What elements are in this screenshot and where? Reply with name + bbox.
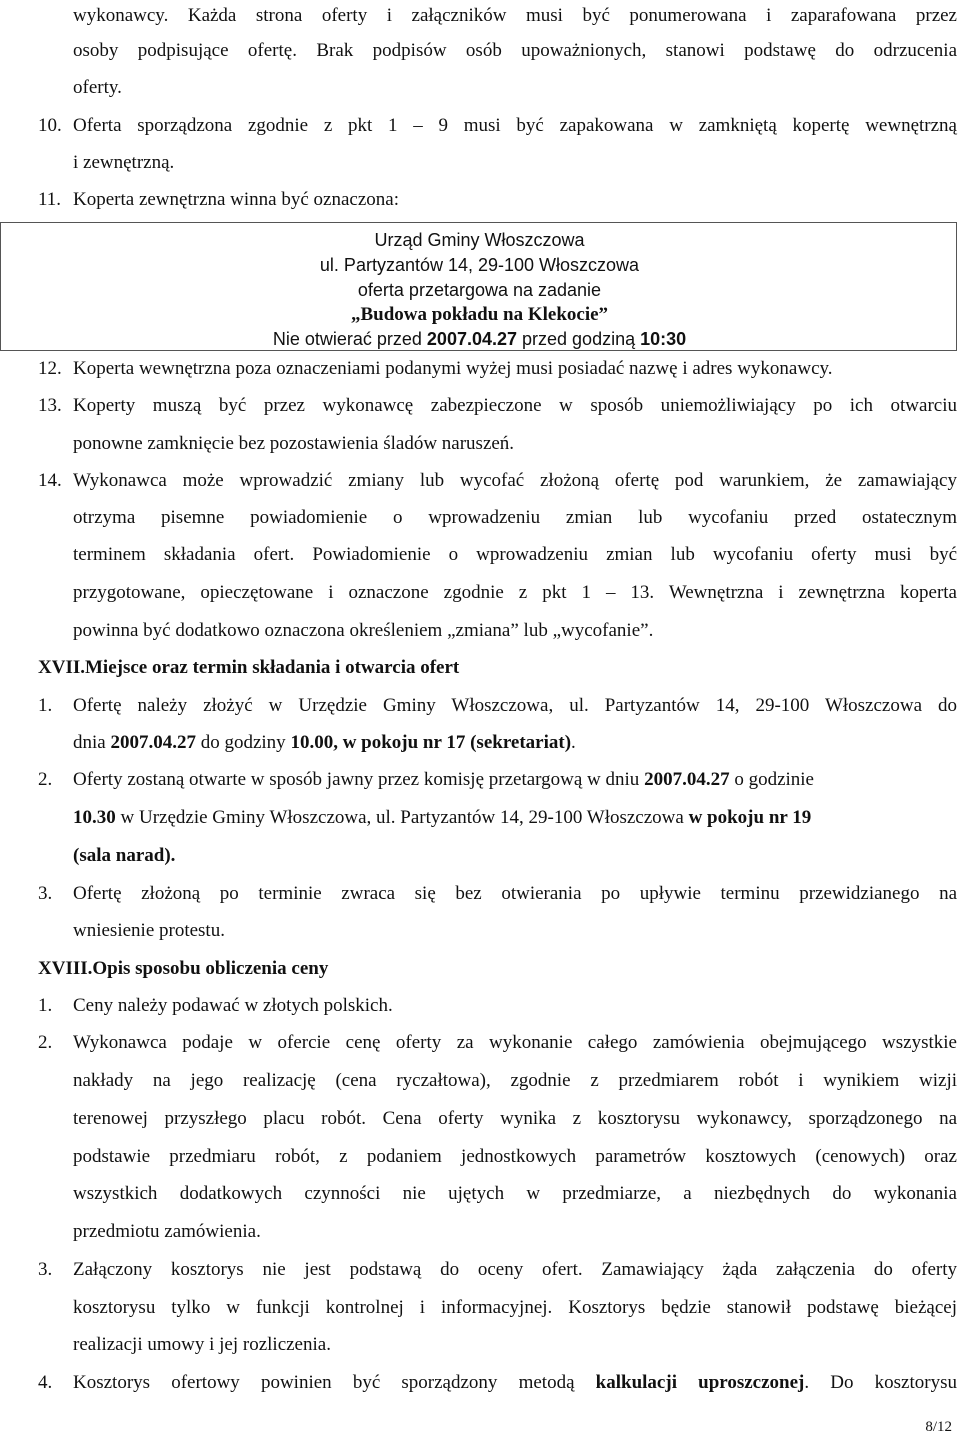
before-hour-text: przed godziną [517,329,641,349]
item-number: 10. [38,115,62,136]
page-number: 8/12 [925,1419,952,1435]
kosztorys-continued: . Do kosztorysu [804,1372,957,1393]
xviii-4-line-1 [73,1371,957,1395]
intro-line-1: wykonawcy. Każda strona oferty i załączników musi być ponumerowana i zaparafowana przez [73,5,957,26]
xviii-2-line-3: terenowej przyszłego placu robót. Cena oferty wynika z kosztorysu wykonawcy, sporządzonego na [73,1108,957,1129]
section-xvii-heading: XVII.Miejsce oraz termin składania i otwarcia ofert [38,657,460,678]
opening-hour: 10.30 [73,807,116,828]
item-number: 11. [38,189,62,210]
hour-prefix: do godziny [195,732,291,753]
xviii-3-line-1: Załączony kosztorys nie jest podstawą do oceny ofert. Zamawiający żąda załączenia do oferty [73,1259,957,1280]
xviii-1-line-1: Ceny należy podawać w złotych polskich. [73,995,393,1016]
item-14-line-1: Wykonawca może wprowadzić zmiany lub wycofać złożoną ofertę pod warunkiem, że zamawiający [73,470,957,491]
opening-place: w Urzędzie Gminy Włoszczowa, ul. Partyzantów 14, 29-100 Włoszczowa [115,807,689,828]
intro-line-2: osoby podpisujące ofertę. Brak podpisów osób upoważnionych, stanowi podstawę do odrzucenia [73,40,957,61]
deadline-hour-room: 10.00, w pokoju nr 17 (sekretariat) [290,732,572,753]
opening-text: Oferty zostaną otwarte w sposób jawny przez komisję przetargową w dniu [73,769,645,790]
item-number: 3. [38,883,53,904]
open-date: 2007.04.27 [426,329,518,349]
item-14-line-3: terminem składania ofert. Powiadomienie o wprowadzeniu zmian lub wycofaniu oferty musi być [73,544,957,565]
xviii-2-line-4: podstawie przedmiaru robót, z podaniem jednostkowych parametrów kosztowych (cenowych) oraz [73,1146,957,1167]
item-number: 4. [38,1372,53,1393]
section-xviii-heading: XVIII.Opis sposobu obliczenia ceny [38,958,329,979]
open-hour: 10:30 [640,329,687,349]
xvii-2-line-1 [73,768,814,792]
opening-room: w pokoju nr 19 [688,807,812,828]
intro-line-3: oferty. [73,77,122,98]
xvii-1-line-2 [73,731,576,755]
item-number: 1. [38,695,53,716]
envelope-label-box [0,222,957,351]
xviii-3-line-3: realizacji umowy i jej rozliczenia. [73,1334,331,1355]
xviii-3-line-2: kosztorysu tylko w funkcji kontrolnej i informacyjnej. Kosztorys będzie stanowił podstawę bieżącej [73,1297,957,1318]
xvii-2-line-2 [73,806,811,830]
xvii-2-line-3: (sala narad). [73,845,176,866]
item-number: 14. [38,470,62,491]
xvii-3-line-1: Ofertę złożoną po terminie zwraca się bez otwierania po upływie terminu przewidzianego na [73,883,957,904]
item-number: 2. [38,769,53,790]
period: . [571,732,576,753]
date-prefix: dnia [73,732,111,753]
item-number: 3. [38,1259,53,1280]
item-11-line-1: Koperta zewnętrzna winna być oznaczona: [73,189,399,210]
xviii-2-line-6: przedmiotu zamówienia. [73,1221,261,1242]
item-10-line-1: Oferta sporządzona zgodnie z pkt 1 – 9 musi być zapakowana w zamkniętą kopertę wewnętrzną [73,115,957,136]
item-number: 12. [38,358,62,379]
item-13-line-1: Koperty muszą być przez wykonawcę zabezpieczone w sposób uniemożliwiający po ich otwarciu [73,395,957,416]
item-number: 13. [38,395,62,416]
envelope-office: Urząd Gminy Włoszczowa [374,230,585,250]
opening-hour-prefix: o godzinie [729,769,814,790]
xviii-2-line-2: nakłady na jego realizację (cena ryczałtowa), zgodnie z przedmiarem robót i wynikiem wizji [73,1070,957,1091]
envelope-task-title: „Budowa pokładu na Klekocie” [350,304,609,325]
kosztorys-text: Kosztorys ofertowy powinien być sporządzony metodą [73,1372,596,1393]
envelope-subject: oferta przetargowa na zadanie [357,280,602,300]
xvii-3-line-2: wniesienie protestu. [73,920,225,941]
item-12-line-1: Koperta wewnętrzna poza oznaczeniami podanymi wyżej musi posiadać nazwę i adres wykonawcy. [73,358,833,379]
method-name: kalkulacji uproszczonej [595,1372,805,1393]
deadline-date: 2007.04.27 [110,732,196,753]
envelope-address: ul. Partyzantów 14, 29-100 Włoszczowa [319,255,640,275]
xvii-1-line-1: Ofertę należy złożyć w Urzędzie Gminy Włoszczowa, ul. Partyzantów 14, 29-100 Włoszczowa do [73,695,957,716]
item-10-line-2: i zewnętrzną. [73,152,175,173]
item-number: 1. [38,995,53,1016]
xviii-2-line-1: Wykonawca podaje w ofercie cenę oferty za wykonanie całego zamówienia obejmującego wszystkie [73,1032,957,1053]
do-not-open-text: Nie otwierać przed [272,329,427,349]
xviii-2-line-5: wszystkich dodatkowych czynności nie ujętych w przedmiarze, a niezbędnych do wykonania [73,1183,957,1204]
opening-date: 2007.04.27 [644,769,730,790]
item-14-line-4: przygotowane, opieczętowane i oznaczone zgodnie z pkt 1 – 13. Wewnętrzna i zewnętrzna koperta [73,582,957,603]
item-number: 2. [38,1032,53,1053]
item-13-line-2: ponowne zamknięcie bez pozostawienia śladów naruszeń. [73,433,515,454]
item-14-line-5: powinna być dodatkowo oznaczona określeniem „zmiana” lub „wycofanie”. [73,620,654,641]
envelope-do-not-open [1,327,958,351]
item-14-line-2: otrzyma pisemne powiadomienie o wprowadzeniu zmian lub wycofaniu przed ostatecznym [73,507,957,528]
